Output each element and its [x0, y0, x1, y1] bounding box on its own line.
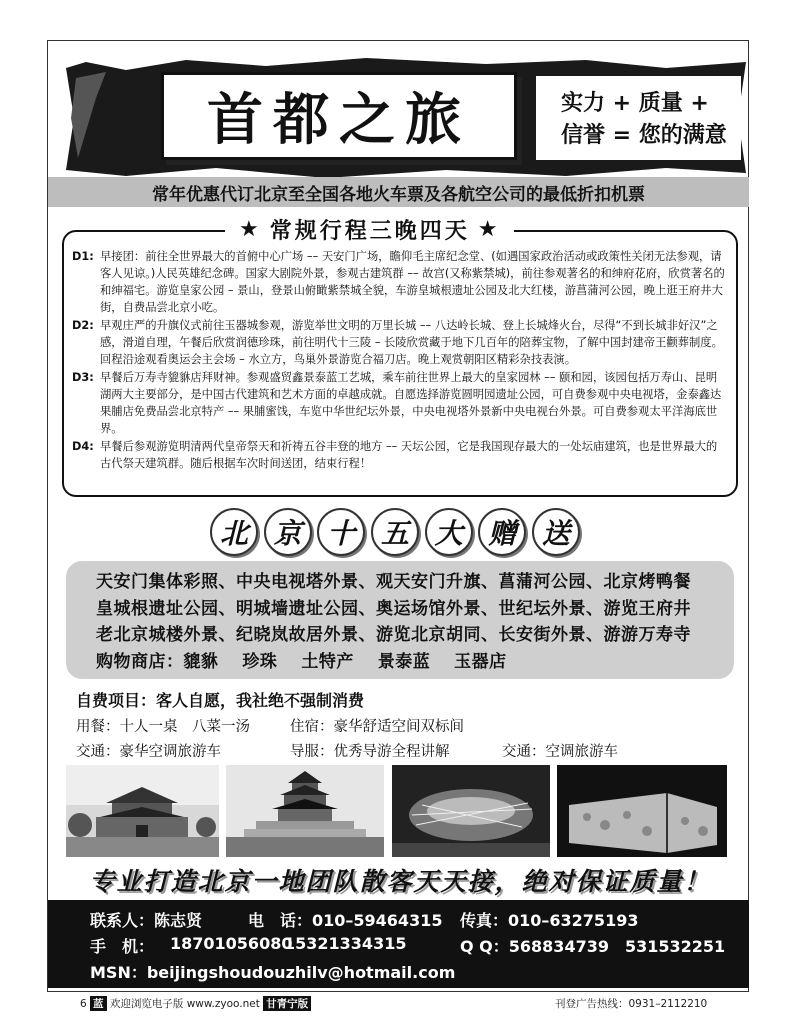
gift-title-char: 五 — [371, 508, 419, 556]
gift-line: 老北京城楼外景、纪晓岚故居外景、游览北京胡同、长安街外景、游游万寿寺 — [96, 625, 691, 645]
itinerary-day — [72, 317, 728, 368]
itinerary-day — [72, 369, 728, 437]
contact-mobile-2: 15321334315 — [284, 934, 407, 953]
transport-info-2: 交通：空调旅游车 — [502, 744, 618, 760]
day-text: 早餐后参观游览明清两代皇帝祭天和祈祷五谷丰登的地方 –– 天坛公园，它是我国现存最大的一处坛庙建筑，也是世界最大的古代祭天建筑群。随后根据车次时间送团，结束行程！ — [100, 440, 718, 470]
birds-nest-photo — [392, 765, 550, 857]
page-info — [80, 996, 311, 1011]
day-text: 早餐后万寿寺貔貅店拜财神。参观盛贸鑫景泰蓝工艺城，乘车前往世界上最大的皇家园林 –– 颐和园，该园包括万寿山、昆明湖两大主要部分，是中国古代建筑和艺术方面的卓越成就。自愿选择游览圆明园遗址公园，可自费参观中央电视塔，金泰鑫达果脯店免费品尝北京特产 –– 果脯蜜饯，车览中华世纪坛外景，中央电视塔外景新中央电视台外景。可自费参观太平洋海底世界。 — [100, 371, 722, 435]
ticket-service-strip: 常年优惠代订北京至全国各地火车票及各航空公司的最低折扣机票 — [48, 177, 749, 207]
gift-title-char: 十 — [317, 508, 365, 556]
star-icon: ★ — [239, 216, 262, 242]
day-label: D2: — [72, 319, 94, 332]
contact-mobile-label: 手 机： — [90, 937, 155, 956]
gift-title-char: 北 — [210, 508, 258, 556]
brand-slogan — [561, 88, 727, 152]
contact-phone: 电 话：010–59464315 — [248, 911, 443, 930]
itinerary-day — [72, 438, 728, 472]
itinerary-title — [225, 212, 514, 246]
star-icon: ★ — [477, 216, 501, 242]
gift-title-char: 大 — [425, 508, 473, 556]
slogan-line-2: 信誉 = 您的满意 — [561, 123, 727, 148]
temple-of-heaven-photo — [226, 765, 384, 857]
gifts-box — [66, 561, 734, 679]
footer-slogan: 专业打造北京一地团队散客天天接，绝对保证质量！ — [89, 867, 711, 896]
ad-hotline: 刊登广告热线：0931–2112210 — [555, 998, 708, 1010]
gift-title-char: 京 — [264, 508, 312, 556]
hotel-info: 住宿：豪华舒适空间双标间 — [290, 719, 464, 735]
day-label: D4: — [72, 440, 94, 453]
meal-info: 用餐：十人一桌 八菜一汤 — [76, 719, 250, 735]
water-cube-photo — [557, 765, 727, 857]
contact-fax: 传真：010–63275193 — [460, 911, 639, 930]
gift-line: 天安门集体彩照、中央电视塔外景、观天安门升旗、菖蒲河公园、北京烤鸭餐 — [96, 572, 691, 592]
transport-info: 交通：豪华空调旅游车 — [76, 744, 221, 760]
itinerary-box — [62, 230, 738, 497]
day-label: D1: — [72, 250, 94, 263]
page-number: 6 — [80, 998, 87, 1010]
contact-block — [48, 900, 749, 988]
day-text: 早接团：前往全世界最大的首俯中心广场 –– 天安门广场，瞻仰毛主席纪念堂、(如遇国家政治活动或政策性关闭无法参观，请客人见谅。)人民英雄纪念碑。国家大剧院外景，参观古建筑群 –– 故宫(又称紫禁城)，前往参观著名的和绅府花府，欣赏著名的和绅福宅。游览皇家公园 – 景山，登景山俯瞰紫禁城全貌，车游皇城根遗址公园及北大红楼，游菖蒲河公园，晚上逛王府井大街，自费品尝北京小吃。 — [100, 250, 725, 314]
website-link[interactable]: www.zyoo.net — [186, 998, 260, 1010]
welcome-text: 欢迎浏览电子版 — [109, 998, 184, 1010]
header-banner — [66, 58, 746, 178]
edition-badge: 蓝 — [90, 996, 107, 1011]
region-badge: 甘青宁版 — [263, 996, 311, 1011]
day-label: D3: — [72, 371, 94, 384]
gift-title-char: 赠 — [478, 508, 526, 556]
self-pay-note: 自费项目：客人自愿，我社绝不强制消费 — [76, 691, 365, 710]
itinerary-day — [72, 248, 728, 316]
brand-title-box — [161, 72, 517, 160]
gift-title-char: 送 — [532, 508, 580, 556]
contact-person: 联系人：陈志贤 — [90, 911, 203, 930]
day-text: 早观庄严的升旗仪式前往玉器城参观，游览举世文明的万里长城 –– 八达岭长城、登上长城烽火台，尽得“不到长城非好汉”之感，滑道自理，午餐后欣赏润德珍珠，前往明代十三陵 – 长陵欣赏藏于地下几百年的陪葬宝物，了解中国封建帝王颧葬制度。回程沿途观看奥运会主会场 – 水立方，鸟巢外景游览合福刀店。晚上观赏朝阳区精彩杂技表演。 — [100, 319, 723, 366]
itinerary-title-text: 常规行程三晚四天 — [269, 218, 470, 244]
tiananmen-photo — [66, 765, 219, 857]
contact-msn: MSN：beijingshoudouzhilv@hotmail.com — [90, 963, 456, 982]
brand-title: 首都之旅 — [207, 88, 471, 153]
slogan-line-1: 实力 + 质量 + — [561, 91, 709, 116]
contact-qq: Q Q：568834739 531532251 — [460, 937, 726, 956]
gift-line: 皇城根遗址公园、明城墙遗址公园、奥运场馆外景、世纪坛外景、游览王府井 — [96, 598, 691, 619]
gifts-title — [210, 507, 580, 557]
guide-info: 导服：优秀导游全程讲解 — [290, 744, 450, 760]
contact-mobile-1: 18701056080 — [170, 934, 293, 953]
gift-line: 购物商店：貔貅 珍珠 土特产 景泰蓝 玉器店 — [96, 651, 507, 672]
